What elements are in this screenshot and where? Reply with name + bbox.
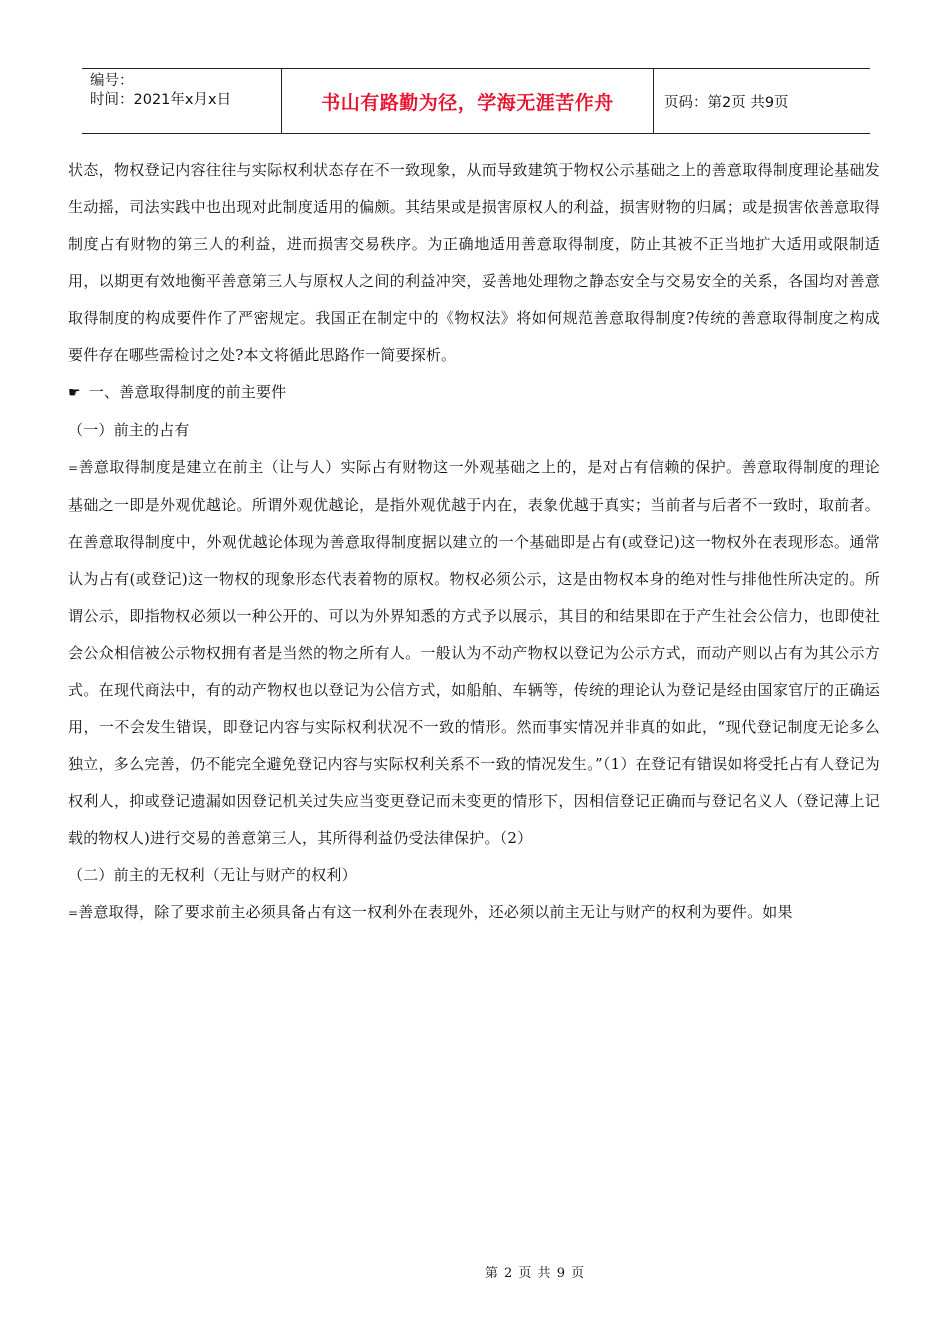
paragraph-marker-2: = xyxy=(68,906,79,920)
document-date: 时间：2021年x月x日 xyxy=(90,92,232,108)
paragraph-marker: = xyxy=(68,461,79,475)
document-body xyxy=(68,152,880,932)
subheading-1: （一）前主的占有 xyxy=(68,421,190,439)
page-info-text: 页码：第2页 共9页 xyxy=(664,94,789,111)
header-motto xyxy=(282,69,654,133)
section-heading-text: 一、善意取得制度的前主要件 xyxy=(88,383,287,401)
paragraph-1: 状态，物权登记内容往往与实际权利状态存在不一致现象，从而导致建筑于物权公示基础之上的善意取得制度理论基础发生动摇，司法实践中也出现对此制度适用的偏颇。其结果或是损害原权人的利益，损害财物的归属；或是损害依善意取得制度占有财物的第三人的利益，进而损害交易秩序。为正确地适用善意取得制度，防止其被不正当地扩大适用或限制适用，以期更有效地衡平善意第三人与原权人之间的利益冲突，妥善地处理物之静态安全与交易安全的关系，各国均对善意取得制度的构成要件作了严密规定。我国正在制定中的《物权法》将如何规范善意取得制度?传统的善意取得制度之构成要件存在哪些需检讨之处?本文将循此思路作一简要探析。 xyxy=(68,161,880,364)
paragraph-2 xyxy=(68,449,880,857)
page-footer xyxy=(0,1262,950,1281)
page-header xyxy=(82,68,870,134)
pointing-hand-icon: ☛ xyxy=(68,385,81,401)
section-heading-1 xyxy=(68,374,880,412)
header-page-info xyxy=(654,69,870,133)
subheading-2: （二）前主的无权利（无让与财产的权利） xyxy=(68,866,357,884)
motto-text: 书山有路勤为径，学海无涯苦作舟 xyxy=(321,91,614,114)
paragraph-3-text: 善意取得，除了要求前主必须具备占有这一权利外在表现外，还必须以前主无让与财产的权利为要件。如果 xyxy=(78,903,793,921)
header-left-cell xyxy=(82,69,282,133)
document-number-label: 编号： xyxy=(90,73,134,89)
footer-page-number: 第 2 页 共 9 页 xyxy=(484,1266,586,1281)
paragraph-2-text: 善意取得制度是建立在前主（让与人）实际占有财物这一外观基础之上的，是对占有信赖的保护。善意取得制度的理论基础之一即是外观优越论。所谓外观优越论，是指外观优越于内在，表象优越于真实；当前者与后者不一致时，取前者。在善意取得制度中，外观优越论体现为善意取得制度据以建立的一个基础即是占有(或登记)这一物权外在表现形态。通常认为占有(或登记)这一物权的现象形态代表着物的原权。物权必须公示，这是由物权本身的绝对性与排他性所决定的。所谓公示，即指物权必须以一种公开的、可以为外界知悉的方式予以展示，其目的和结果即在于产生社会公信力，也即使社会公众相信被公示物权拥有者是当然的物之所有人。一般认为不动产物权以登记为公示方式，而动产则以占有为其公示方式。在现代商法中，有的动产物权也以登记为公信方式，如船舶、车辆等，传统的理论认为登记是经由国家官厅的正确运用，一不会发生错误，即登记内容与实际权利状况不一致的情形。然而事实情况并非真的如此，“现代登记制度无论多么独立，多么完善，仍不能完全避免登记内容与实际权利关系不一致的情况发生。”（1）在登记有错误如将受托占有人登记为权利人，抑或登记遗漏如因登记机关过失应当变更登记而未变更的情形下，因相信登记正确而与登记名义人（登记薄上记载的物权人)进行交易的善意第三人，其所得利益仍受法律保护。（2） xyxy=(68,458,880,847)
paragraph-3 xyxy=(68,894,880,932)
